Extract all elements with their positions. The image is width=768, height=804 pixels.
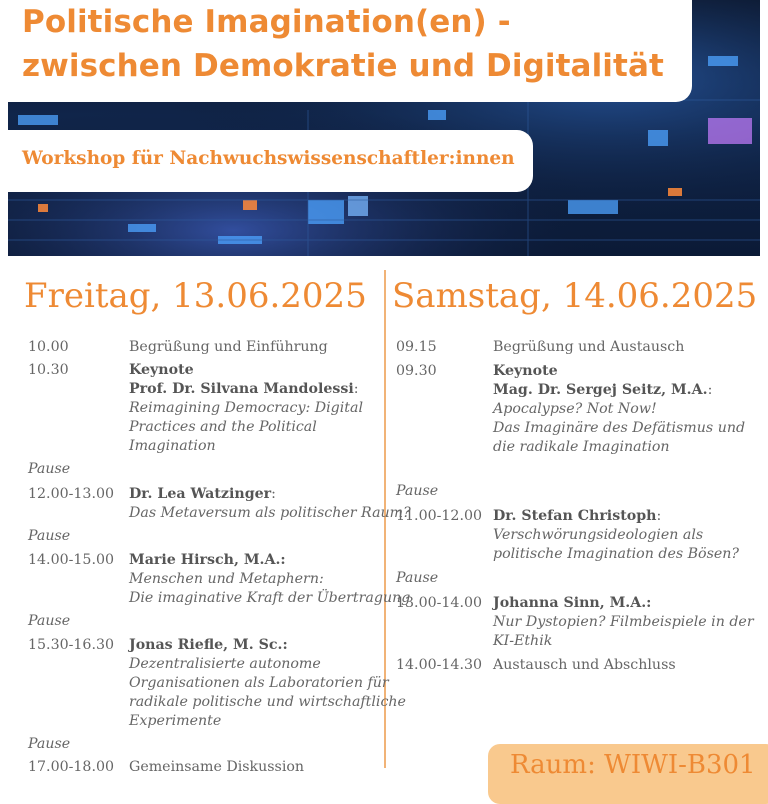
pause-label: Pause <box>28 528 71 544</box>
talk-title: Practices and the Political <box>129 419 317 435</box>
session-title: Austausch und Abschluss <box>493 657 676 673</box>
speaker-name: Dr. Stefan Christoph <box>493 508 657 524</box>
talk-title: Imagination <box>129 438 216 454</box>
time-slot: 10.00 <box>28 339 69 355</box>
talk-title: Das Imaginäre des Defätismus und <box>493 420 746 436</box>
saturday-heading: Samstag, 14.06.2025 <box>392 276 758 316</box>
session-title: Begrüßung und Einführung <box>129 339 328 355</box>
pause-label: Pause <box>28 736 71 752</box>
talk-title: Die imaginative Kraft der Übertragung <box>129 590 411 606</box>
time-slot: 17.00-18.00 <box>28 759 115 775</box>
talk-title: politische Imagination des Bösen? <box>493 546 740 562</box>
speaker-name: Johanna Sinn, M.A.: <box>493 595 652 611</box>
talk-title: die radikale Imagination <box>493 439 670 455</box>
page-title-line-2: zwischen Demokratie und Digitalität <box>22 48 664 84</box>
talk-title: KI-Ethik <box>493 633 553 649</box>
talk-title: Das Metaversum als politischer Raum? <box>129 505 411 521</box>
talk-title: Reimagining Democracy: Digital <box>129 400 363 416</box>
time-slot: 13.00-14.00 <box>396 595 483 611</box>
time-slot: 15.30-16.30 <box>28 637 115 653</box>
speaker-name: Dr. Lea Watzinger <box>129 486 272 502</box>
time-slot: 11.00-12.00 <box>396 508 483 524</box>
time-slot: 12.00-13.00 <box>28 486 115 502</box>
talk-title: Nur Dystopien? Filmbeispiele in der <box>493 614 754 630</box>
keynote-label: Keynote <box>129 362 194 378</box>
talk-title: Apocalypse? Not Now! <box>493 401 657 417</box>
speaker-name: Jonas Riefle, M. Sc.: <box>129 637 288 653</box>
page-subtitle: Workshop für Nachwuchswissenschaftler:innen <box>22 148 515 169</box>
pause-label: Pause <box>28 461 71 477</box>
talk-title: Experimente <box>129 713 222 729</box>
session-title: Gemeinsame Diskussion <box>129 759 305 775</box>
room-label: Raum: WIWI-B301 <box>510 750 756 780</box>
time-slot: 09.15 <box>396 339 437 355</box>
speaker-name: Marie Hirsch, M.A.: <box>129 552 286 568</box>
speaker-line: Mag. Dr. Sergej Seitz, M.A.: <box>493 382 713 398</box>
talk-title: Menschen und Metaphern: <box>129 571 324 587</box>
talk-title: Verschwörungsideologien als <box>493 527 704 543</box>
time-slot: 14.00-14.30 <box>396 657 483 673</box>
talk-title: Organisationen als Laboratorien für <box>129 675 389 691</box>
speaker-line: Prof. Dr. Silvana Mandolessi: <box>129 381 359 397</box>
pause-label: Pause <box>396 570 439 586</box>
pause-label: Pause <box>396 483 439 499</box>
page-title-line-1: Politische Imagination(en) - <box>22 4 511 40</box>
talk-title: Dezentralisierte autonome <box>129 656 321 672</box>
speaker-name: Prof. Dr. Silvana Mandolessi <box>129 381 354 397</box>
time-slot: 10.30 <box>28 362 69 378</box>
keynote-label: Keynote <box>493 363 558 379</box>
speaker-name: Mag. Dr. Sergej Seitz, M.A. <box>493 382 708 398</box>
session-title: Begrüßung und Austausch <box>493 339 685 355</box>
time-slot: 14.00-15.00 <box>28 552 115 568</box>
talk-title: radikale politische und wirtschaftliche <box>129 694 406 710</box>
friday-heading: Freitag, 13.06.2025 <box>24 276 367 316</box>
speaker-line: Dr. Lea Watzinger: <box>129 486 276 502</box>
time-slot: 09.30 <box>396 363 437 379</box>
pause-label: Pause <box>28 613 71 629</box>
speaker-line: Dr. Stefan Christoph: <box>493 508 662 524</box>
